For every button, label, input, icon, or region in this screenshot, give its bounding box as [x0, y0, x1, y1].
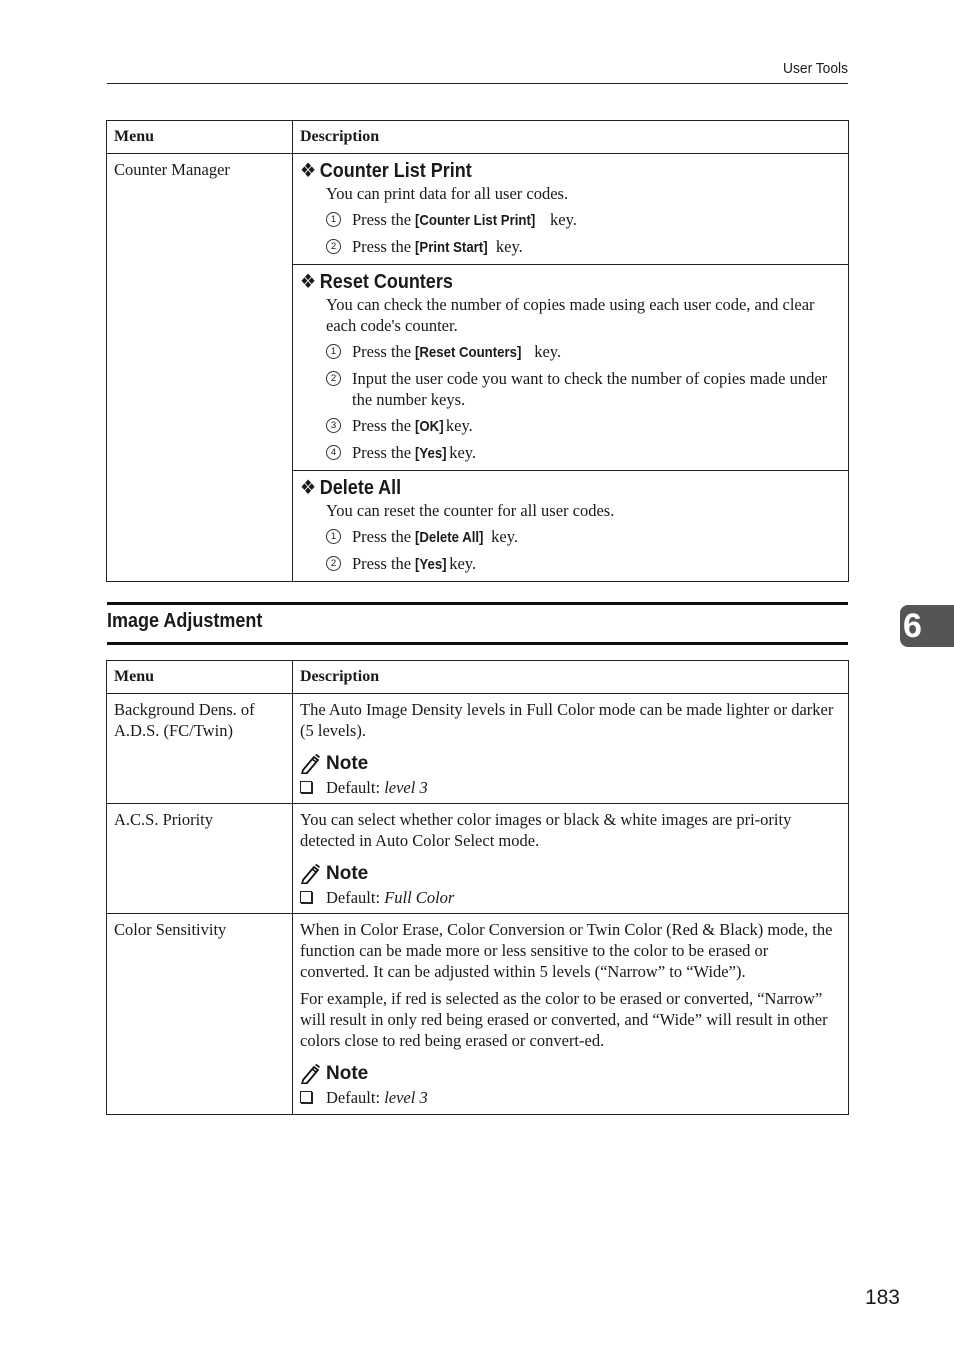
step-item: 4 Press the [Yes] key. [300, 442, 841, 464]
description-column-header: Description [293, 121, 849, 154]
step-item: 2 Input the user code you want to check the number of copies made under the number keys. [300, 368, 841, 410]
diamond-bullet-icon: ❖ [300, 160, 317, 182]
description-paragraph: When in Color Erase, Color Conversion or Twin Color (Red & Black) mode, the function can be made more or less sensitive to the color to be erased or converted. It can be adjusted within 5 levels (“Narrow” to “Wide”). [300, 920, 833, 981]
table-row [107, 154, 849, 265]
step-item: 2 Press the [Yes] key. [300, 553, 841, 575]
step-number-icon: 4 [326, 445, 341, 460]
step-number-icon: 3 [326, 418, 341, 433]
step-number-icon: 1 [326, 529, 341, 544]
key-label: [Delete All] [415, 529, 484, 546]
menu-cell: Counter Manager [107, 154, 293, 582]
checkbox-bullet-icon [300, 1091, 312, 1103]
table-header-row [107, 121, 849, 154]
checkbox-bullet-icon [300, 891, 312, 903]
section-rule-bottom [107, 642, 848, 645]
note-heading: Note [300, 753, 841, 775]
default-value-line: Default: level 3 [300, 777, 841, 798]
default-value: Full Color [384, 888, 455, 907]
default-value: level 3 [384, 778, 428, 797]
menu-column-header: Menu [107, 661, 293, 694]
step-number-icon: 2 [326, 371, 341, 386]
menu-cell: Color Sensitivity [107, 914, 293, 1115]
default-value-line: Default: Full Color [300, 887, 841, 908]
running-header: User Tools [783, 60, 848, 77]
step-item: 3 Press the [OK] key. [300, 415, 841, 437]
description-cell [293, 154, 849, 265]
item-title: ❖ Delete All [300, 477, 402, 499]
pencil-note-icon [300, 864, 322, 884]
step-number-icon: 2 [326, 239, 341, 254]
section-rule-top [107, 602, 848, 605]
key-label: [Print Start] [415, 239, 488, 256]
step-item: 1 Press the [Counter List Print] key. [300, 209, 841, 231]
pencil-note-icon [300, 1064, 322, 1084]
description-column-header: Description [293, 661, 849, 694]
image-adjustment-table [106, 660, 849, 1115]
description-cell [293, 265, 849, 471]
section-title: Image Adjustment [107, 610, 263, 632]
step-number-icon: 1 [326, 212, 341, 227]
chapter-tab: 6 [900, 605, 954, 647]
default-value: level 3 [384, 1088, 428, 1107]
pencil-note-icon [300, 754, 322, 774]
table-row [107, 914, 849, 1115]
step-number-icon: 1 [326, 344, 341, 359]
table-header-row [107, 661, 849, 694]
key-label: [Counter List Print] [415, 212, 536, 229]
description-cell [293, 471, 849, 582]
key-label: [Reset Counters] [415, 344, 522, 361]
table-row [107, 694, 849, 804]
diamond-bullet-icon: ❖ [300, 271, 317, 293]
step-item: 1 Press the [Delete All] key. [300, 526, 841, 548]
counter-manager-table [106, 120, 849, 582]
key-label: [Yes] [415, 556, 447, 573]
step-item: 1 Press the [Reset Counters] key. [300, 341, 841, 363]
description-cell [293, 804, 849, 914]
table-row [107, 804, 849, 914]
key-label: [Yes] [415, 445, 447, 462]
item-title: ❖ Counter List Print [300, 160, 472, 182]
description-cell [293, 694, 849, 804]
description-paragraph: For example, if red is selected as the color to be erased or converted, “Narrow” will result in only red being erased or converted, and “Wide” will result in other colors close to red being erased or convert-ed. [300, 989, 828, 1050]
checkbox-bullet-icon [300, 781, 312, 793]
header-rule [107, 83, 848, 84]
diamond-bullet-icon: ❖ [300, 477, 317, 499]
item-title: ❖ Reset Counters [300, 271, 453, 293]
page-number: 183 [864, 1286, 900, 1309]
menu-column-header: Menu [107, 121, 293, 154]
item-description: You can check the number of copies made using each user code, and clear each code's counter. [326, 295, 815, 335]
key-label: [OK] [415, 418, 444, 435]
description-cell [293, 914, 849, 1115]
note-heading: Note [300, 1063, 841, 1085]
item-description: You can print data for all user codes. [326, 184, 569, 203]
item-description: You can reset the counter for all user codes. [326, 501, 615, 520]
step-number-icon: 2 [326, 556, 341, 571]
step-item: 2 Press the [Print Start] key. [300, 236, 841, 258]
default-value-line: Default: level 3 [300, 1087, 841, 1108]
menu-cell: A.C.S. Priority [107, 804, 293, 914]
note-heading: Note [300, 863, 841, 885]
description-paragraph: You can select whether color images or black & white images are pri-ority detected in Auto Color Select mode. [300, 810, 792, 850]
description-paragraph: The Auto Image Density levels in Full Color mode can be made lighter or darker (5 levels). [300, 700, 834, 740]
menu-cell: Background Dens. of A.D.S. (FC/Twin) [107, 694, 293, 804]
